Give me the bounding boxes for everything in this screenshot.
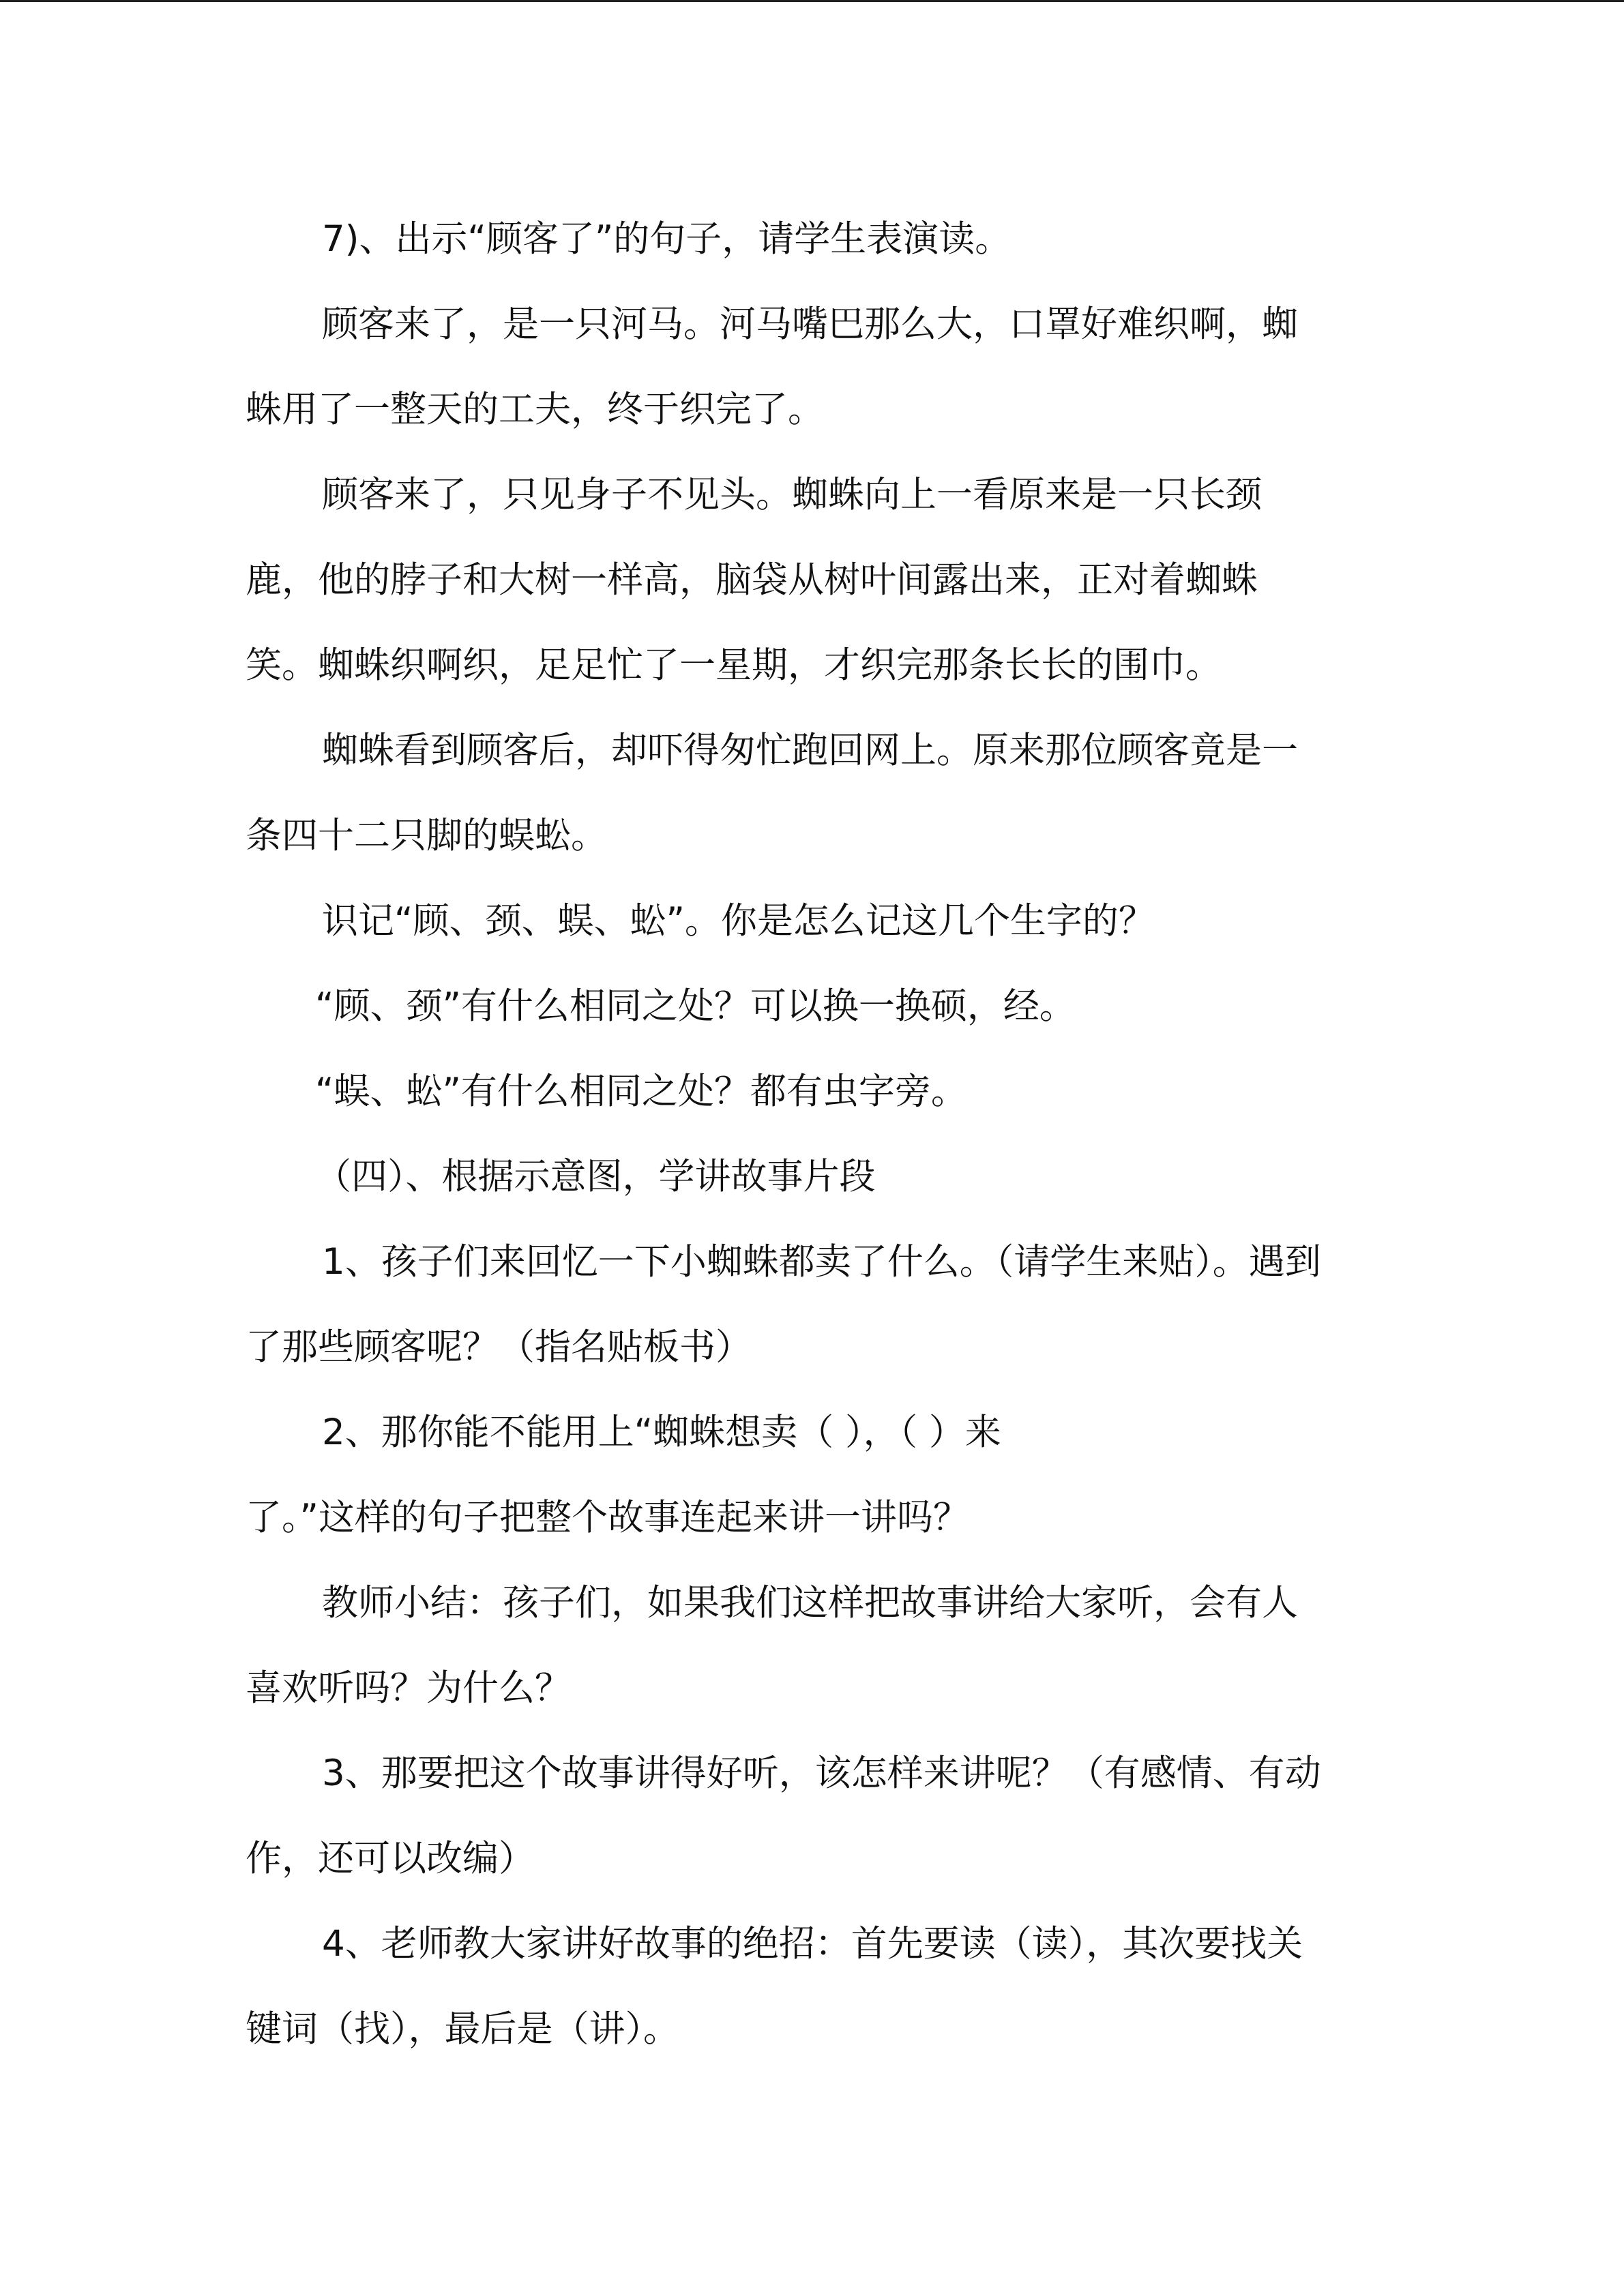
text-line: 键词（找），最后是（讲）。	[246, 2008, 679, 2050]
text-line: 喜欢听吗？为什么？	[246, 1667, 571, 1709]
text-line: 识记“顾、颈、蜈、蚣”。你是怎么记这几个生字的？	[322, 900, 1155, 942]
text-line: 了那些顾客呢？（指名贴板书）	[246, 1326, 752, 1368]
text-line: 7)、出示“顾客了”的句子，请学生表演读。	[322, 218, 1012, 260]
text-line: “顾、颈”有什么相同之处？可以换一换硕，经。	[315, 985, 1076, 1027]
text-line: “蜈、蚣”有什么相同之处？都有虫字旁。	[315, 1071, 967, 1112]
text-line: 2、那你能不能用上“蜘蛛想卖（ ），（ ）来	[322, 1412, 1001, 1453]
text-line: 蛛用了一整天的工夫，终于织完了。	[246, 389, 824, 430]
text-line: 作，还可以改编）	[246, 1838, 535, 1879]
text-line: 笑。蜘蛛织啊织，足足忙了一星期，才织完那条长长的围巾。	[246, 644, 1222, 686]
section-heading: （四）、根据示意图，学讲故事片段	[315, 1156, 876, 1197]
text-line: 条四十二只脚的蜈蚣。	[246, 815, 607, 856]
text-line: 蜘蛛看到顾客后，却吓得匆忙跑回网上。原来那位顾客竟是一	[322, 730, 1298, 771]
text-line: 教师小结：孩子们，如果我们这样把故事讲给大家听，会有人	[322, 1582, 1298, 1624]
text-line: 4、老师教大家讲好故事的绝招：首先要读（读），其次要找关	[322, 1923, 1303, 1965]
text-line: 鹿，他的脖子和大树一样高，脑袋从树叶间露出来，正对着蜘蛛	[246, 559, 1258, 601]
text-line: 了。”这样的句子把整个故事连起来讲一讲吗？	[246, 1497, 969, 1538]
text-line: 3、那要把这个故事讲得好听，该怎样来讲呢？（有感情、有动	[322, 1753, 1321, 1794]
text-line: 顾客来了，是一只河马。河马嘴巴那么大，口罩好难织啊，蜘	[322, 303, 1298, 345]
text-line: 1、孩子们来回忆一下小蜘蛛都卖了什么。（请学生来贴）。遇到	[322, 1241, 1321, 1283]
text-line: 顾客来了，只见身子不见头。蜘蛛向上一看原来是一只长颈	[322, 474, 1262, 516]
